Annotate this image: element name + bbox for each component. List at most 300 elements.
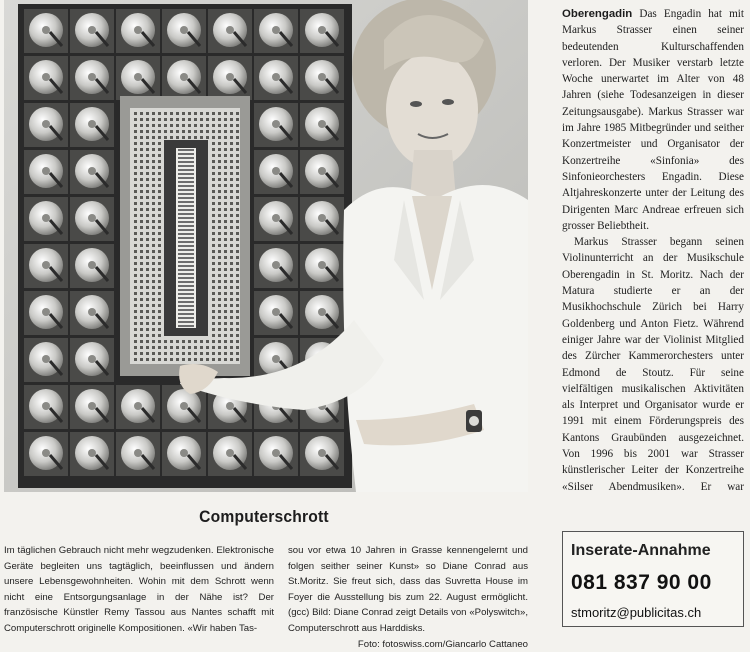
circuit-pin [146, 274, 149, 277]
circuit-pin [230, 334, 233, 337]
circuit-pin [212, 196, 215, 199]
circuit-pin [164, 112, 167, 115]
circuit-pin [140, 232, 143, 235]
circuit-pin [224, 286, 227, 289]
circuit-pin [212, 340, 215, 343]
circuit-pin [152, 280, 155, 283]
circuit-pin [224, 298, 227, 301]
circuit-pin [218, 196, 221, 199]
circuit-pin [236, 268, 239, 271]
circuit-pin [152, 136, 155, 139]
circuit-pin [140, 208, 143, 211]
circuit-pin [188, 340, 191, 343]
circuit-pin [212, 136, 215, 139]
advertising-box [562, 531, 744, 627]
circuit-pin [152, 118, 155, 121]
circuit-pin [224, 304, 227, 307]
circuit-pin [158, 232, 161, 235]
hard-disk-hub [180, 449, 188, 457]
circuit-pin [140, 310, 143, 313]
circuit-pin [140, 262, 143, 265]
circuit-pin [134, 208, 137, 211]
circuit-pin [140, 172, 143, 175]
circuit-pin [188, 358, 191, 361]
circuit-pin [152, 124, 155, 127]
circuit-pin [206, 130, 209, 133]
hard-disk-hub [88, 167, 96, 175]
circuit-pin [158, 190, 161, 193]
circuit-pin [134, 316, 137, 319]
circuit-pin [230, 172, 233, 175]
circuit-pin [230, 166, 233, 169]
circuit-pin [158, 268, 161, 271]
circuit-pin [224, 262, 227, 265]
circuit-pin [140, 334, 143, 337]
circuit-pin [224, 352, 227, 355]
circuit-pin [212, 334, 215, 337]
circuit-pin [140, 352, 143, 355]
circuit-pin [158, 244, 161, 247]
circuit-pin [236, 172, 239, 175]
circuit-pin [218, 172, 221, 175]
circuit-pin [236, 232, 239, 235]
circuit-pin [212, 226, 215, 229]
circuit-pin [188, 124, 191, 127]
circuit-pin [230, 286, 233, 289]
circuit-pin [170, 112, 173, 115]
circuit-pin [218, 292, 221, 295]
circuit-pin [146, 112, 149, 115]
circuit-pin [152, 262, 155, 265]
hard-disk-hub [180, 73, 188, 81]
circuit-pin [236, 238, 239, 241]
circuit-pin [164, 118, 167, 121]
circuit-pin [206, 346, 209, 349]
circuit-pin [224, 274, 227, 277]
circuit-pin [194, 340, 197, 343]
circuit-pin [146, 130, 149, 133]
circuit-pin [176, 112, 179, 115]
circuit-pin [146, 244, 149, 247]
circuit-pin [134, 250, 137, 253]
circuit-pin [170, 352, 173, 355]
circuit-pin [140, 142, 143, 145]
circuit-pin [164, 136, 167, 139]
circuit-pin [194, 130, 197, 133]
circuit-pin [218, 340, 221, 343]
circuit-pin [212, 280, 215, 283]
circuit-pin [152, 172, 155, 175]
circuit-pin [218, 352, 221, 355]
hard-disk-hub [318, 26, 326, 34]
circuit-pin [224, 130, 227, 133]
circuit-pin [158, 256, 161, 259]
hard-disk-hub [42, 214, 50, 222]
circuit-pin [212, 238, 215, 241]
circuit-pin [152, 250, 155, 253]
circuit-pin [146, 214, 149, 217]
circuit-pin [140, 304, 143, 307]
circuit-pin [158, 172, 161, 175]
circuit-pin [134, 226, 137, 229]
hard-disk-hub [88, 261, 96, 269]
circuit-pin [146, 292, 149, 295]
circuit-pin [212, 298, 215, 301]
hard-disk-hub [88, 26, 96, 34]
circuit-pin [224, 178, 227, 181]
circuit-pin [140, 154, 143, 157]
circuit-pin [170, 358, 173, 361]
circuit-pin [224, 238, 227, 241]
circuit-pin [146, 166, 149, 169]
circuit-pin [236, 250, 239, 253]
circuit-pin [140, 130, 143, 133]
circuit-pin [224, 292, 227, 295]
circuit-pin [182, 136, 185, 139]
circuit-pin [152, 286, 155, 289]
circuit-pin [212, 352, 215, 355]
circuit-pin [134, 130, 137, 133]
hard-disk-hub [226, 449, 234, 457]
circuit-pin [134, 286, 137, 289]
circuit-pin [170, 346, 173, 349]
circuit-pin [164, 358, 167, 361]
story-headline: Computerschrott [199, 507, 329, 526]
circuit-pin [152, 220, 155, 223]
circuit-pin [200, 118, 203, 121]
circuit-pin [134, 148, 137, 151]
circuit-pin [212, 208, 215, 211]
circuit-pin [218, 232, 221, 235]
hard-disk-hub [226, 73, 234, 81]
circuit-pin [176, 136, 179, 139]
circuit-pin [218, 142, 221, 145]
circuit-pin [152, 154, 155, 157]
circuit-pin [140, 292, 143, 295]
circuit-pin [230, 196, 233, 199]
circuit-pin [206, 352, 209, 355]
circuit-pin [134, 262, 137, 265]
circuit-pin [134, 322, 137, 325]
circuit-pin [230, 316, 233, 319]
hard-disk-hub [226, 26, 234, 34]
circuit-pin [230, 202, 233, 205]
circuit-pin [236, 274, 239, 277]
circuit-pin [212, 178, 215, 181]
circuit-pin [158, 238, 161, 241]
circuit-pin [152, 316, 155, 319]
hard-disk-hub [272, 26, 280, 34]
circuit-pin [218, 280, 221, 283]
hard-disk-hub [134, 402, 142, 410]
circuit-pin [146, 250, 149, 253]
hard-disk-hub [134, 73, 142, 81]
circuit-pin [224, 166, 227, 169]
circuit-pin [218, 346, 221, 349]
circuit-pin [212, 130, 215, 133]
circuit-pin [218, 322, 221, 325]
hard-disk-hub [88, 449, 96, 457]
circuit-pin [200, 136, 203, 139]
circuit-pin [134, 352, 137, 355]
ad-title: Inserate-Annahme [571, 542, 711, 559]
hard-disk-hub [272, 308, 280, 316]
circuit-pin [212, 322, 215, 325]
circuit-pin [158, 358, 161, 361]
circuit-pin [224, 316, 227, 319]
circuit-pin [140, 322, 143, 325]
circuit-pin [212, 250, 215, 253]
hard-disk-hub [42, 449, 50, 457]
circuit-pin [158, 112, 161, 115]
circuit-pin [236, 112, 239, 115]
circuit-pin [152, 304, 155, 307]
circuit-pin [236, 178, 239, 181]
circuit-pin [158, 340, 161, 343]
circuit-pin [212, 220, 215, 223]
circuit-pin [158, 208, 161, 211]
circuit-pin [224, 256, 227, 259]
circuit-pin [134, 118, 137, 121]
circuit-pin [236, 214, 239, 217]
circuit-pin [206, 112, 209, 115]
circuit-pin [134, 184, 137, 187]
circuit-pin [152, 352, 155, 355]
circuit-pin [158, 184, 161, 187]
circuit-pin [170, 118, 173, 121]
circuit-pin [152, 358, 155, 361]
circuit-pin [182, 340, 185, 343]
circuit-pin [212, 124, 215, 127]
circuit-pin [134, 256, 137, 259]
circuit-pin [230, 124, 233, 127]
circuit-pin [134, 334, 137, 337]
circuit-pin [200, 352, 203, 355]
circuit-pin [236, 292, 239, 295]
circuit-pin [146, 226, 149, 229]
circuit-pin [152, 298, 155, 301]
circuit-pin [152, 208, 155, 211]
circuit-pin [212, 232, 215, 235]
circuit-pin [230, 154, 233, 157]
circuit-pin [218, 286, 221, 289]
hard-disk-hub [318, 449, 326, 457]
circuit-pin [224, 142, 227, 145]
circuit-pin [158, 352, 161, 355]
circuit-pin [158, 292, 161, 295]
circuit-pin [158, 286, 161, 289]
circuit-pin [152, 112, 155, 115]
circuit-pin [146, 328, 149, 331]
circuit-pin [152, 268, 155, 271]
circuit-pin [212, 256, 215, 259]
circuit-pin [146, 298, 149, 301]
circuit-pin [164, 124, 167, 127]
circuit-pin [218, 274, 221, 277]
ad-phone-number: 081 837 90 00 [571, 571, 712, 594]
circuit-pin [146, 160, 149, 163]
story-caption-right [288, 543, 528, 652]
circuit-pin [134, 142, 137, 145]
circuit-pin [176, 346, 179, 349]
story-caption-left: Im täglichen Gebrauch nicht mehr wegzudenken. Elektronische Geräte begleiten uns tagtäglich, beeinflussen und ändern unsere Lebensgewohnheiten. Wohin mit dem Schrott wenn nicht eine Entsorgungsanlage in der Nähe ist? Der französische Künstler Remy Tassou aus Nantes schafft mit Computerschrott originelle Kompositionen. «Wir haben Tas- [4, 545, 274, 634]
circuit-pin [146, 118, 149, 121]
circuit-pin [140, 298, 143, 301]
circuit-pin [152, 142, 155, 145]
circuit-pin [236, 352, 239, 355]
circuit-pin [218, 184, 221, 187]
circuit-pin [218, 148, 221, 151]
circuit-pin [146, 238, 149, 241]
hard-disk-hub [272, 449, 280, 457]
circuit-pin [230, 292, 233, 295]
circuit-pin [146, 196, 149, 199]
circuit-pin [158, 136, 161, 139]
circuit-pin [158, 304, 161, 307]
circuit-pin [236, 346, 239, 349]
circuit-pin [146, 286, 149, 289]
circuit-pin [146, 190, 149, 193]
circuit-pin [146, 280, 149, 283]
hard-disk-hub [272, 214, 280, 222]
circuit-pin [230, 250, 233, 253]
circuit-pin [236, 166, 239, 169]
circuit-pin [164, 346, 167, 349]
circuit-pin [218, 208, 221, 211]
circuit-pin [140, 358, 143, 361]
circuit-pin [134, 298, 137, 301]
circuit-pin [134, 340, 137, 343]
circuit-pin [218, 226, 221, 229]
circuit-pin [224, 328, 227, 331]
circuit-pin [212, 202, 215, 205]
circuit-pin [140, 256, 143, 259]
circuit-pin [230, 262, 233, 265]
circuit-pin [218, 136, 221, 139]
hard-disk-hub [88, 73, 96, 81]
circuit-pin [152, 166, 155, 169]
circuit-pin [230, 244, 233, 247]
circuit-pin [224, 226, 227, 229]
circuit-pin [158, 178, 161, 181]
circuit-pin [146, 202, 149, 205]
circuit-pin [158, 250, 161, 253]
circuit-pin [146, 316, 149, 319]
circuit-pin [140, 160, 143, 163]
circuit-pin [218, 262, 221, 265]
circuit-pin [140, 286, 143, 289]
hard-disk-hub [42, 73, 50, 81]
circuit-pin [200, 112, 203, 115]
circuit-pin [152, 160, 155, 163]
circuit-pin [236, 136, 239, 139]
circuit-pin [176, 352, 179, 355]
hard-disk-hub [88, 308, 96, 316]
circuit-pin [158, 310, 161, 313]
circuit-pin [218, 268, 221, 271]
hard-disk-hub [42, 261, 50, 269]
circuit-pin [218, 244, 221, 247]
circuit-pin [212, 172, 215, 175]
circuit-pin [212, 190, 215, 193]
circuit-pin [140, 280, 143, 283]
circuit-pin [218, 160, 221, 163]
circuit-pin [236, 124, 239, 127]
circuit-pin [146, 322, 149, 325]
circuit-pin [158, 154, 161, 157]
hard-disk-hub [42, 120, 50, 128]
circuit-pin [230, 304, 233, 307]
circuit-pin [206, 118, 209, 121]
circuit-pin [224, 160, 227, 163]
circuit-pin [236, 142, 239, 145]
hard-disk-hub [318, 261, 326, 269]
circuit-pin [236, 196, 239, 199]
circuit-pin [212, 148, 215, 151]
hard-disk-hub [272, 73, 280, 81]
circuit-pin [224, 190, 227, 193]
circuit-pin [230, 184, 233, 187]
circuit-pin [188, 130, 191, 133]
circuit-pin [218, 334, 221, 337]
circuit-pin [230, 136, 233, 139]
circuit-pin [152, 202, 155, 205]
circuit-pin [140, 124, 143, 127]
circuit-pin [236, 220, 239, 223]
circuit-pin [140, 220, 143, 223]
circuit-pin [146, 310, 149, 313]
circuit-pin [170, 340, 173, 343]
circuit-pin [182, 346, 185, 349]
circuit-pin [140, 112, 143, 115]
circuit-pin [140, 316, 143, 319]
circuit-pin [236, 226, 239, 229]
hard-disk-hub [134, 26, 142, 34]
circuit-pin [218, 130, 221, 133]
circuit-pin [140, 202, 143, 205]
circuit-pin [152, 328, 155, 331]
circuit-pin [194, 352, 197, 355]
circuit-pin [236, 304, 239, 307]
circuit-pin [182, 358, 185, 361]
circuit-pin [212, 184, 215, 187]
circuit-pin [146, 148, 149, 151]
hard-disk-hub [88, 402, 96, 410]
circuit-pin [140, 214, 143, 217]
circuit-pin [134, 328, 137, 331]
article-paragraph-1: Oberengadin Das Engadin hat mit Markus Strasser einen seiner bedeutenden Kulturschaffenden verloren. Der Musiker verstarb letzte Woche unerwartet im Alter von 48 Jahren (siehe Todesanzeigen in dieser Zeitungsausgabe). Markus Strasser war im Jahre 1985 Mitbegründer und seither Konzertmeister und Organisator der Konzertreihe «Sinfonia» des Sinfonieorchesters Engadin. Diese Altjahreskonzerte unter der Leitung des Dirigenten Marc Andreae erfreuen sich grosser Beliebtheit. [562, 8, 744, 232]
hard-disk-hub [42, 402, 50, 410]
circuit-pin [224, 214, 227, 217]
circuit-pin [158, 124, 161, 127]
circuit-pin [224, 184, 227, 187]
hard-disk-hub [272, 261, 280, 269]
circuit-pin [212, 274, 215, 277]
circuit-pin [218, 256, 221, 259]
circuit-pin [212, 268, 215, 271]
circuit-pin [206, 136, 209, 139]
circuit-pin [236, 184, 239, 187]
circuit-pin [236, 244, 239, 247]
circuit-pin [218, 190, 221, 193]
circuit-pin [140, 250, 143, 253]
circuit-pin [146, 178, 149, 181]
circuit-pin [140, 268, 143, 271]
circuit-pin [146, 358, 149, 361]
circuit-pin [230, 280, 233, 283]
circuit-pin [134, 214, 137, 217]
circuit-pin [158, 130, 161, 133]
